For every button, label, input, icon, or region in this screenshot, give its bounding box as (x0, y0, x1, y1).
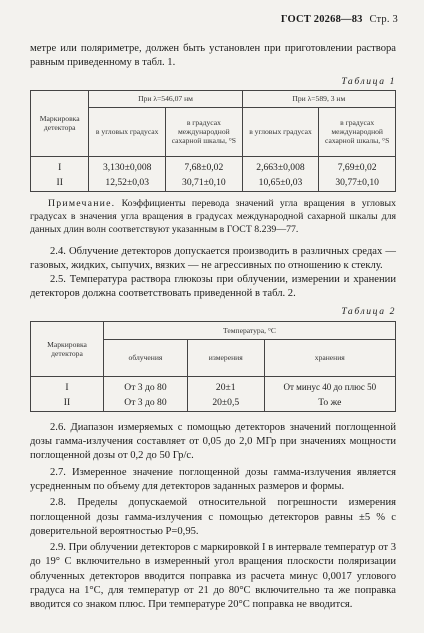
table1-col-marking: Маркировка детектора (31, 90, 89, 156)
table2-group-temperature: Температура, °C (104, 321, 396, 339)
table2-mark: I (31, 376, 104, 395)
table-1 (30, 90, 396, 192)
paragraph-2-5: 2.5. Температура раствора глюкозы при облучении, измерении и хранении детекторов должна соответствовать приведенной в табл. 2. (30, 274, 396, 300)
table1-sub-scale-2: в градусах международной сахарной шкалы, °S (319, 107, 396, 156)
table1-group-589: При λ=589, 3 нм (242, 90, 395, 107)
note-label: Примечание. (48, 197, 116, 209)
table-row (31, 376, 396, 395)
table-row (31, 175, 396, 191)
table1-cell: 12,52±0,03 (89, 175, 166, 191)
table-2 (30, 321, 396, 412)
page-header (281, 14, 398, 25)
table2-col-marking: Маркировка детектора (31, 321, 104, 376)
table2-sub-measurement: измерения (187, 339, 264, 376)
table1-note (30, 197, 396, 236)
note-text: Коэффициенты перевода значений угла вращения в угловых градусах в значения угла вращения в градусах международной сахарной шкалы для данных длин волн соответствуют указанным в ГОСТ 8.239—77. (30, 197, 397, 235)
paragraph-2-7: 2.7. Измеренное значение поглощенной дозы гамма-излучения является усредненным по объему для детекторов заданных размеров и формы. (30, 466, 396, 492)
paragraph-2-4: 2.4. Облучение детекторов допускается производить в различных средах — газовых, жидких, сыпучих, вязких — не агрессивных по отношению к стеклу. (30, 245, 396, 271)
standard-code: ГОСТ 20268—83 (280, 14, 363, 25)
table1-sub-deg-1: в угловых градусах (89, 107, 166, 156)
table1-cell: 7,69±0,02 (319, 156, 396, 175)
table-row (31, 156, 396, 175)
table2-caption: Таблица 2 (341, 305, 396, 317)
table2-cell: 20±1 (187, 376, 264, 395)
table1-cell: 7,68±0,02 (166, 156, 243, 175)
table1-cell: 3,130±0,008 (89, 156, 166, 175)
table2-cell: То же (264, 395, 395, 411)
table1-cell: 10,65±0,03 (242, 175, 319, 191)
paragraph-2-6: 2.6. Диапазон измеряемых с помощью детекторов значений поглощенной дозы гамма-излучения составляет от 0,05 до 2,0 МГр при значениях мощности поглощенной дозы от 0,2 до 50 Гр/с. (30, 421, 396, 462)
table2-sub-storage: хранения (264, 339, 395, 376)
table2-mark: II (31, 395, 104, 411)
intro-paragraph: метре или поляриметре, должен быть установлен при приготовлении раствора равным приведенному в табл. 1. (30, 43, 396, 69)
table1-cell: 30,71±0,10 (166, 175, 243, 191)
table2-cell: От 3 до 80 (104, 376, 188, 395)
table1-mark: I (31, 156, 89, 175)
table2-cell: 20±0,5 (187, 395, 264, 411)
table2-cell: От минус 40 до плюс 50 (264, 376, 395, 395)
table1-cell: 30,77±0,10 (319, 175, 396, 191)
table1-sub-deg-2: в угловых градусах (242, 107, 319, 156)
table1-cell: 2,663±0,008 (242, 156, 319, 175)
table1-group-546: При λ=546,07 нм (89, 90, 242, 107)
page-number: Стр. 3 (369, 14, 398, 25)
table-row (31, 395, 396, 411)
table1-sub-scale-1: в градусах международной сахарной шкалы, °S (166, 107, 243, 156)
table1-caption: Таблица 1 (341, 75, 396, 87)
table2-cell: От 3 до 80 (104, 395, 188, 411)
table1-mark: II (31, 175, 89, 191)
paragraph-2-9: 2.9. При облучении детекторов с маркировкой I в интервале температур от 3 до 19° С включительно в измеренный угол вращения плоскости поляризации облученных детекторов вводится поправка из расчета минус 0,0017 углового градуса на 1°С, для температур от 21 до 80°С включительно та же поправка вводится со знаком плюс. При температуре 20°С поправка не вводится. (30, 542, 396, 611)
paragraph-2-8: 2.8. Пределы допускаемой относительной погрешности измерения поглощенной дозы гамма-излучения с помощью детекторов равны ±5 % с доверительной вероятностью P=0,95. (30, 497, 396, 537)
table2-sub-irradiation: облучения (104, 339, 188, 376)
